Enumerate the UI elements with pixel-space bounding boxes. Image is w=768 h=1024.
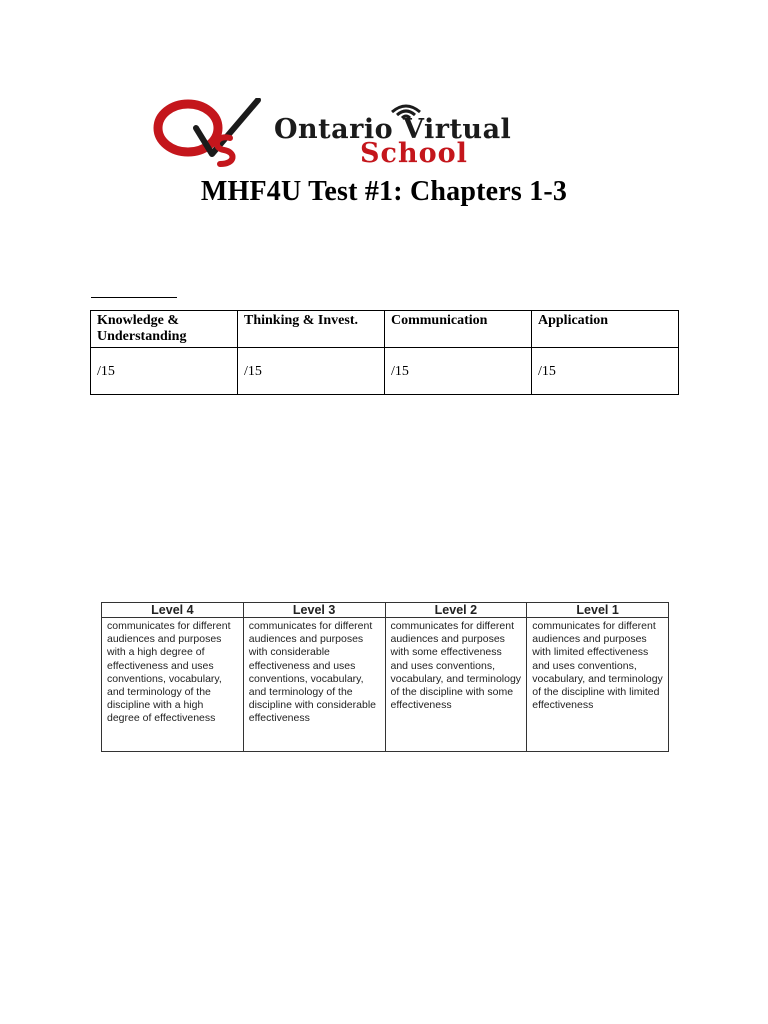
marks-value-knowledge: /15 bbox=[91, 348, 238, 395]
marks-header-knowledge: Knowledge & Understanding bbox=[91, 311, 238, 348]
rubric-description-level-1: communicates for different audiences and purposes with limited effectiveness and uses conventions, vocabulary, and terminology of the discipline with limited effectiveness bbox=[527, 618, 669, 752]
marks-value-communication: /15 bbox=[385, 348, 532, 395]
rubric-header-level-3: Level 3 bbox=[243, 603, 385, 618]
rubric-description-level-4: communicates for different audiences and purposes with a high degree of effectiveness and uses conventions, vocabulary, and terminology of the discipline with a high degree of effectiveness bbox=[102, 618, 244, 752]
rubric-header-level-4: Level 4 bbox=[102, 603, 244, 618]
marks-header-row bbox=[91, 311, 679, 348]
rubric-description-row bbox=[102, 618, 669, 752]
rubric-header-level-1: Level 1 bbox=[527, 603, 669, 618]
brand-name-line1: Ontario Virtual bbox=[274, 114, 512, 145]
marks-value-row bbox=[91, 348, 679, 395]
rubric-header-level-2: Level 2 bbox=[385, 603, 527, 618]
school-logo bbox=[152, 98, 592, 170]
marks-header-thinking: Thinking & Invest. bbox=[238, 311, 385, 348]
marks-table bbox=[90, 310, 679, 395]
brand-name-line2: School bbox=[360, 138, 468, 169]
test-title: MHF4U Test #1: Chapters 1-3 bbox=[200, 176, 568, 207]
rubric-description-level-2: communicates for different audiences and purposes with some effectiveness and uses conventions, vocabulary, and terminology of the discipline with some effectiveness bbox=[385, 618, 527, 752]
rubric-description-level-3: communicates for different audiences and purposes with considerable effectiveness and uses conventions, vocabulary, and terminology of the discipline with considerable effectiveness bbox=[243, 618, 385, 752]
logo-mark-icon bbox=[152, 98, 272, 170]
marks-header-application: Application bbox=[532, 311, 679, 348]
name-blank-line bbox=[91, 297, 177, 298]
rubric-header-row bbox=[102, 603, 669, 618]
marks-header-communication: Communication bbox=[385, 311, 532, 348]
marks-value-thinking: /15 bbox=[238, 348, 385, 395]
marks-value-application: /15 bbox=[532, 348, 679, 395]
communication-rubric-table bbox=[101, 602, 669, 752]
